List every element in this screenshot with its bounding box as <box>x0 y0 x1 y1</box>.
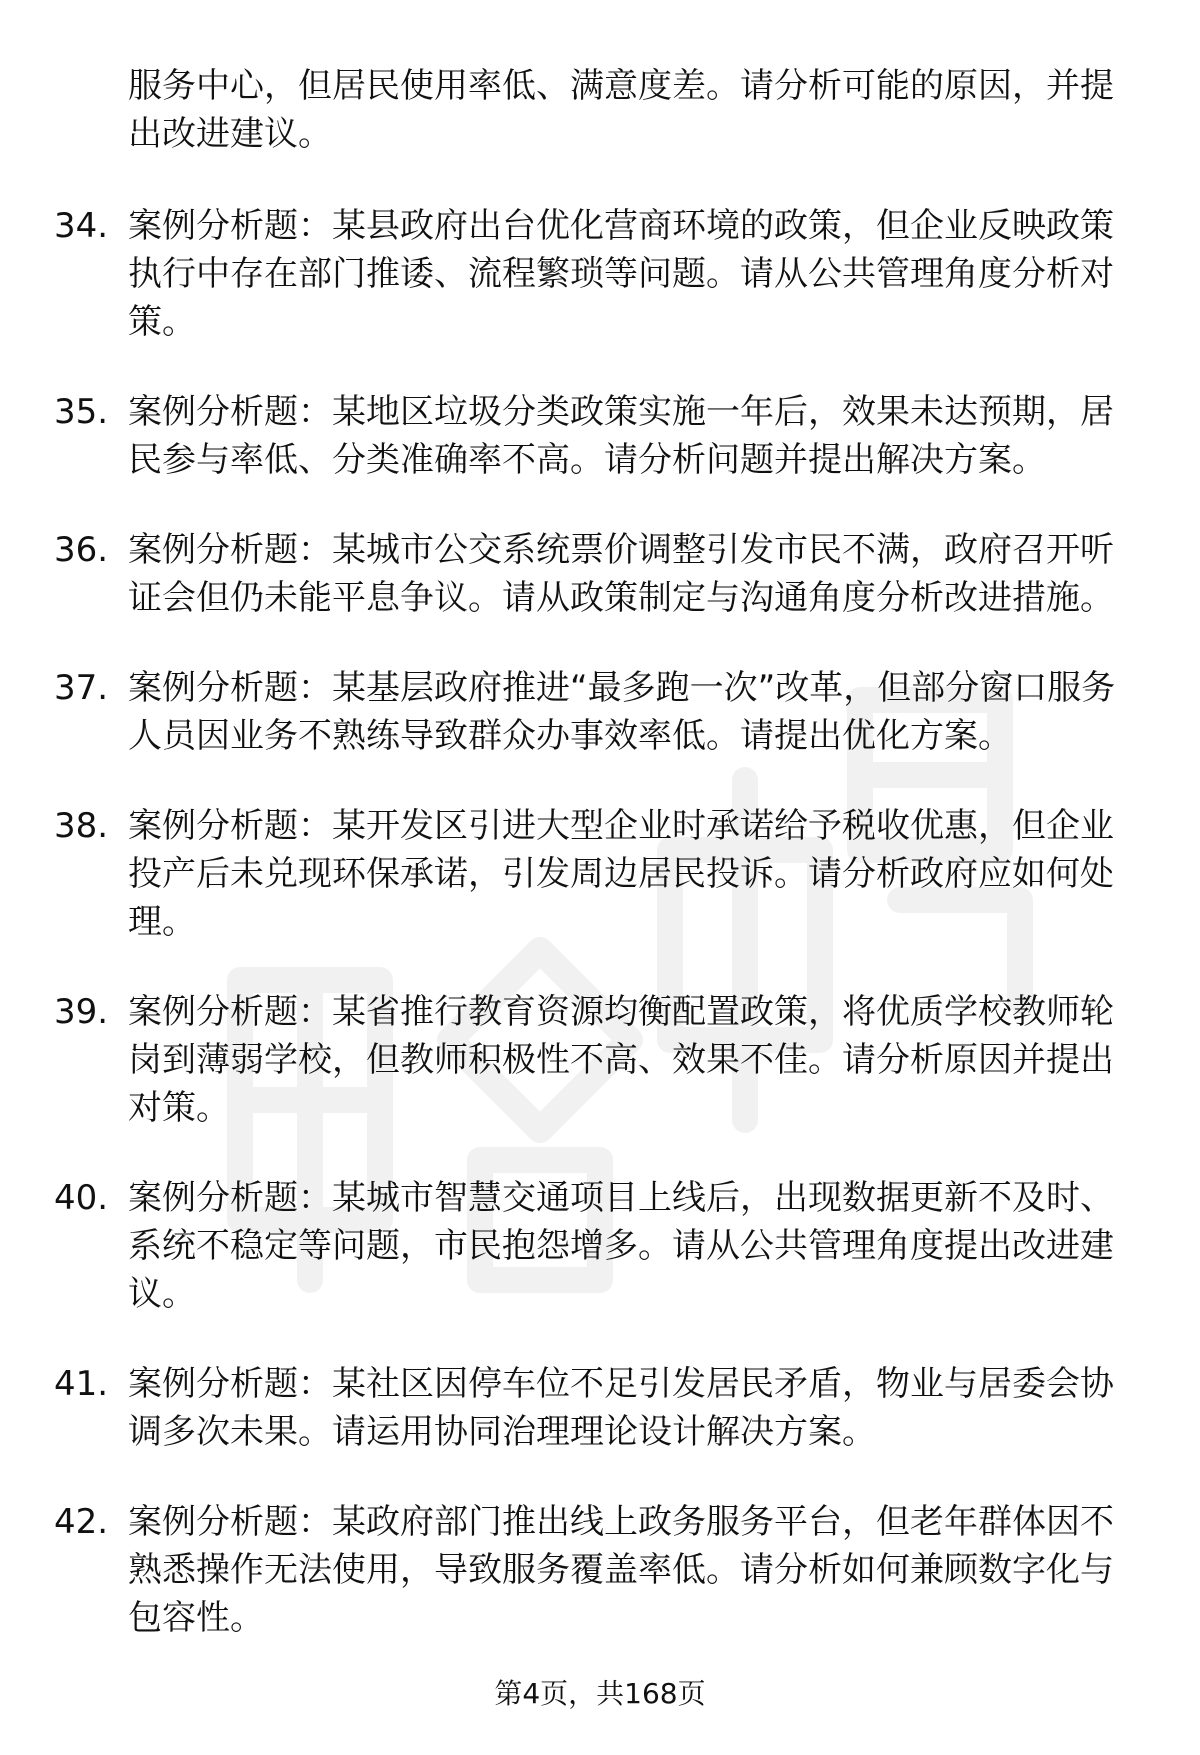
question-number: 36. <box>54 530 109 570</box>
page-footer: 第4页，共168页 <box>494 1677 706 1710</box>
question-number: 38. <box>54 806 109 846</box>
question-item <box>54 1360 1144 1456</box>
question-item <box>54 388 1144 484</box>
question-text: 案例分析题：某城市公交系统票价调整引发市民不满，政府召开听证会但仍未能平息争议。请从政策制定与沟通角度分析改进措施。 <box>128 530 1114 618</box>
question-text: 案例分析题：某省推行教育资源均衡配置政策，将优质学校教师轮岗到薄弱学校，但教师积极性不高、效果不佳。请分析原因并提出对策。 <box>128 992 1114 1128</box>
question-number: 34. <box>54 206 109 246</box>
question-text: 案例分析题：某社区因停车位不足引发居民矛盾，物业与居委会协调多次未果。请运用协同治理理论设计解决方案。 <box>128 1364 1114 1452</box>
question-text: 案例分析题：某开发区引进大型企业时承诺给予税收优惠，但企业投产后未兑现环保承诺，引发周边居民投诉。请分析政府应如何处理。 <box>128 806 1114 942</box>
question-text: 案例分析题：某县政府出台优化营商环境的政策，但企业反映政策执行中存在部门推诿、流程繁琐等问题。请从公共管理角度分析对策。 <box>128 206 1114 342</box>
question-number: 41. <box>54 1364 109 1404</box>
question-number: 35. <box>54 392 109 432</box>
question-item <box>54 526 1144 622</box>
question-text: 案例分析题：某地区垃圾分类政策实施一年后，效果未达预期，居民参与率低、分类准确率不高。请分析问题并提出解决方案。 <box>128 392 1114 480</box>
question-item <box>54 1174 1144 1318</box>
question-item <box>54 802 1144 946</box>
question-text: 案例分析题：某城市智慧交通项目上线后，出现数据更新不及时、系统不稳定等问题，市民抱怨增多。请从公共管理角度提出改进建议。 <box>128 1178 1114 1314</box>
question-text: 案例分析题：某基层政府推进“最多跑一次”改革，但部分窗口服务人员因业务不熟练导致群众办事效率低。请提出优化方案。 <box>128 668 1116 756</box>
question-number: 42. <box>54 1502 109 1542</box>
intro-paragraph: 服务中心，但居民使用率低、满意度差。请分析可能的原因，并提出改进建议。 <box>128 66 1114 154</box>
question-item <box>54 988 1144 1132</box>
question-number: 39. <box>54 992 109 1032</box>
question-item <box>54 1498 1144 1642</box>
question-number: 37. <box>54 668 109 708</box>
question-list <box>54 62 1144 1684</box>
question-number: 40. <box>54 1178 109 1218</box>
question-item <box>54 664 1144 760</box>
question-text: 案例分析题：某政府部门推出线上政务服务平台，但老年群体因不熟悉操作无法使用，导致服务覆盖率低。请分析如何兼顾数字化与包容性。 <box>128 1502 1114 1638</box>
question-item <box>54 202 1144 346</box>
